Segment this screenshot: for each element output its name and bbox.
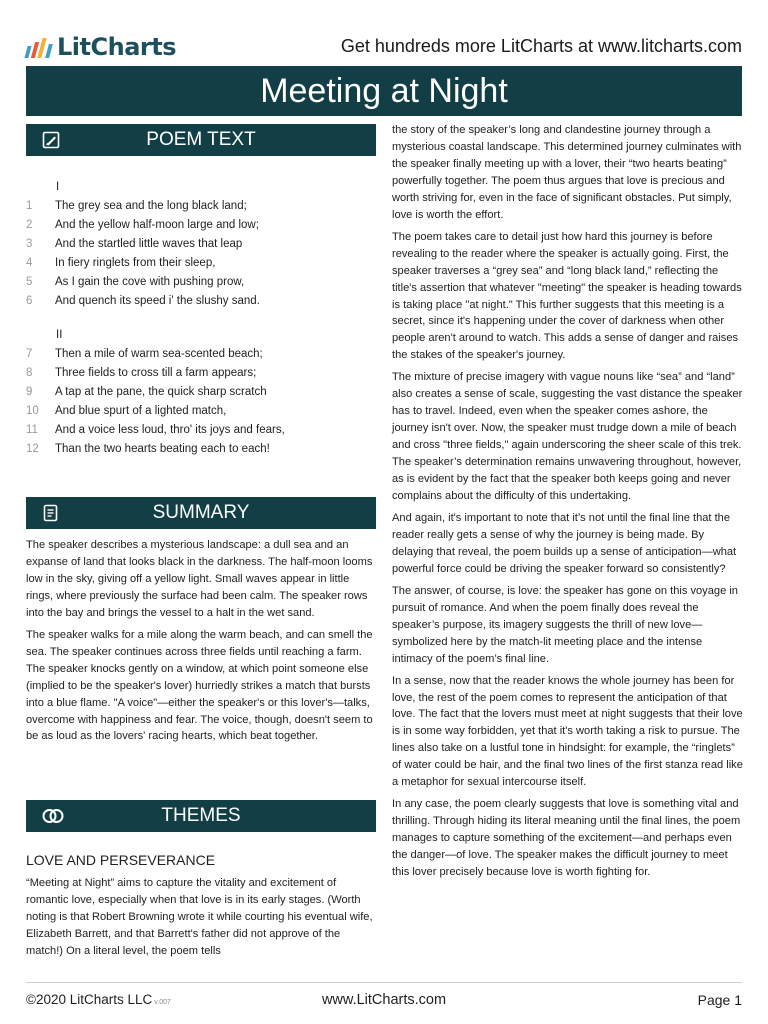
- line-number: 8: [26, 367, 33, 379]
- line-text: And quench its speed i' the slushy sand.: [55, 295, 260, 307]
- line-text: The grey sea and the long black land;: [55, 200, 247, 212]
- line-text: And the yellow half-moon large and low;: [55, 219, 259, 231]
- analysis-paragraph: The poem takes care to detail just how hard this journey is before revealing to the reader where the speaker is actually going. First, the speaker traverses a “grey sea” and “long black land,” reflecting the title's assertion that whatever "meeting" the speaker is heading towards is taking place "at night." This further suggests that this meeting is a secret, since it's happening under the cover of darkness when other people aren't around to watch. This adds a sense of danger and raises the stakes of the speaker's journey.: [392, 230, 742, 362]
- poem-line: [26, 235, 376, 254]
- version-label: v.007: [154, 999, 171, 1006]
- line-number: 1: [26, 200, 33, 212]
- poem-line: [26, 345, 376, 364]
- line-text: And a voice less loud, thro' its joys and fears,: [55, 424, 285, 436]
- line-text: Three fields to cross till a farm appears;: [55, 367, 257, 379]
- summary-text: [26, 537, 376, 750]
- line-number: 7: [26, 348, 33, 360]
- footer-url[interactable]: www.LitCharts.com: [321, 992, 447, 1008]
- line-number: 9: [26, 386, 33, 398]
- analysis-paragraph: The answer, of course, is love: the speaker has gone on this voyage in pursuit of romance. And when the poem finally does reveal the speaker’s purpose, its imagery suggests the thrill of new love—symbolized here by the match-lit meeting place and the intense intimacy of the poem’s final line.: [392, 584, 738, 665]
- summary-paragraph: The speaker describes a mysterious landscape: a dull sea and an expanse of land that looks black in the darkness. The half-moon looms low in the sky, giving off a yellow light. Small waves appear in little rings, where previously the surface had been calm. The speaker rows into the bay and brings the vessel to a halt in the wet sand.: [26, 539, 373, 619]
- poem-text-title: POEM TEXT: [146, 129, 256, 150]
- line-text: Than the two hearts beating each to each!: [55, 443, 270, 455]
- analysis-paragraph: And again, it's important to note that it’s not until the final line that the reader really gets a sense of why the journey is being made. By delaying that reveal, the poem builds up a sense of anticipation—what powerful force could be driving the speaker forward so consistently?: [392, 511, 737, 575]
- poem-line: [26, 383, 376, 402]
- summary-paragraph: The speaker walks for a mile along the warm beach, and can smell the sea. The speaker continues across three fields until reaching a farm. The speaker knocks gently on a window, at which point someone else (implied to be the speaker's lover) hurriedly strikes a match that bursts into a blue flame. "A voice"—either the speaker's or this lover's—talks, overcome with happiness and fear. The voice, though, doesn't seem to be as loud as the lovers' racing hearts, which beat together.: [26, 628, 373, 743]
- logo-text: LitCharts: [57, 33, 176, 61]
- line-number: 3: [26, 238, 33, 250]
- poem-line: [26, 364, 376, 383]
- analysis-paragraph: In any case, the poem clearly suggests that love is something vital and thrilling. Through hiding its literal meaning until the final lines, the poem manages to capture something of the excitement—and perhaps even the danger—of love. The speaker makes the difficult journey to meet this lover precisely because love is worth fighting for.: [392, 798, 741, 879]
- line-text: Then a mile of warm sea-scented beach;: [55, 348, 263, 360]
- summary-title: SUMMARY: [152, 502, 250, 523]
- themes-header: [26, 800, 376, 832]
- litcharts-logo[interactable]: [26, 30, 176, 64]
- line-number: 2: [26, 219, 33, 231]
- poem-line: [26, 216, 376, 235]
- theme-heading: LOVE AND PERSEVERANCE: [26, 852, 216, 868]
- header-tagline[interactable]: Get hundreds more LitCharts at www.litcharts.com: [340, 36, 742, 56]
- theme-paragraph: “Meeting at Night” aims to capture the vitality and excitement of romantic love, especially when that love is in its early stages. (Worth noting is that Robert Browning wrote it while courting his eventual wife, Elizabeth Barrett, and that Barrett's father did not approve of the match!) On a literal level, the poem tells: [26, 877, 373, 957]
- stanza-label: I: [56, 181, 60, 193]
- poem-text: [26, 178, 376, 459]
- line-text: As I gain the cove with pushing prow,: [55, 276, 245, 288]
- line-number: 11: [26, 424, 38, 436]
- poem-line: [26, 440, 376, 459]
- analysis-paragraph: the story of the speaker’s long and clandestine journey through a mysterious coastal landscape. This determined journey culminates with the speaker finally meeting up with a lover, their “two hearts beating” powerfully together. The poem thus argues that love is precious and worth striving for, even in the face of significant obstacles. Put simply, love is worth the effort.: [392, 124, 742, 221]
- themes-title: THEMES: [161, 805, 241, 826]
- stanza-label: II: [56, 329, 63, 341]
- page-number: Page 1: [697, 992, 742, 1008]
- line-number: 6: [26, 295, 33, 307]
- copyright-text: ©2020 LitCharts LLC: [26, 992, 153, 1007]
- line-text: And blue spurt of a lighted match,: [55, 405, 227, 417]
- line-number: 5: [26, 276, 33, 288]
- summary-header: [26, 497, 376, 529]
- line-number: 12: [26, 443, 39, 455]
- poem-line: [26, 273, 376, 292]
- poem-line: [26, 421, 376, 440]
- poem-line: [26, 402, 376, 421]
- line-text: A tap at the pane, the quick sharp scratch: [55, 386, 267, 398]
- line-text: In fiery ringlets from their sleep,: [55, 257, 216, 269]
- poem-line: [26, 197, 376, 216]
- analysis-paragraph: The mixture of precise imagery with vague nouns like “sea” and “land” also creates a sense of scale, suggesting the vast distance the speaker has to travel. Indeed, even when the speaker comes ashore, the journey isn't over. Now, the speaker must trudge down a mile of beach and cross "three fields," again underscoring the sheer scale of this trek. The speaker’s determination remains unwavering throughout, however, as is evident by the fact that the speaker both keeps going and never complains about the difficulty of this undertaking.: [392, 371, 743, 503]
- footer-divider: [26, 982, 742, 983]
- line-number: 4: [26, 257, 33, 269]
- line-number: 10: [26, 405, 39, 417]
- theme-text: [26, 875, 376, 965]
- line-text: And the startled little waves that leap: [55, 238, 243, 250]
- poem-text-header: [26, 124, 376, 156]
- logo-bars-icon: [26, 36, 51, 58]
- poem-line: [26, 254, 376, 273]
- page-title: Meeting at Night: [26, 66, 742, 116]
- poem-line: [26, 292, 376, 311]
- theme-analysis-column: [392, 122, 744, 886]
- analysis-paragraph: In a sense, now that the reader knows the whole journey has been for love, the rest of the poem comes to represent the anticipation of that love. The fact that the lovers must meet at night suggests that their love is in some way forbidden, yet that it's worth taking a risk to pursue. The lines also take on a lustful tone in hindsight: for example, the “ringlets” of water could be hair, and the final two lines of the first stanza read like a metaphor for sexual intercourse itself.: [392, 674, 743, 789]
